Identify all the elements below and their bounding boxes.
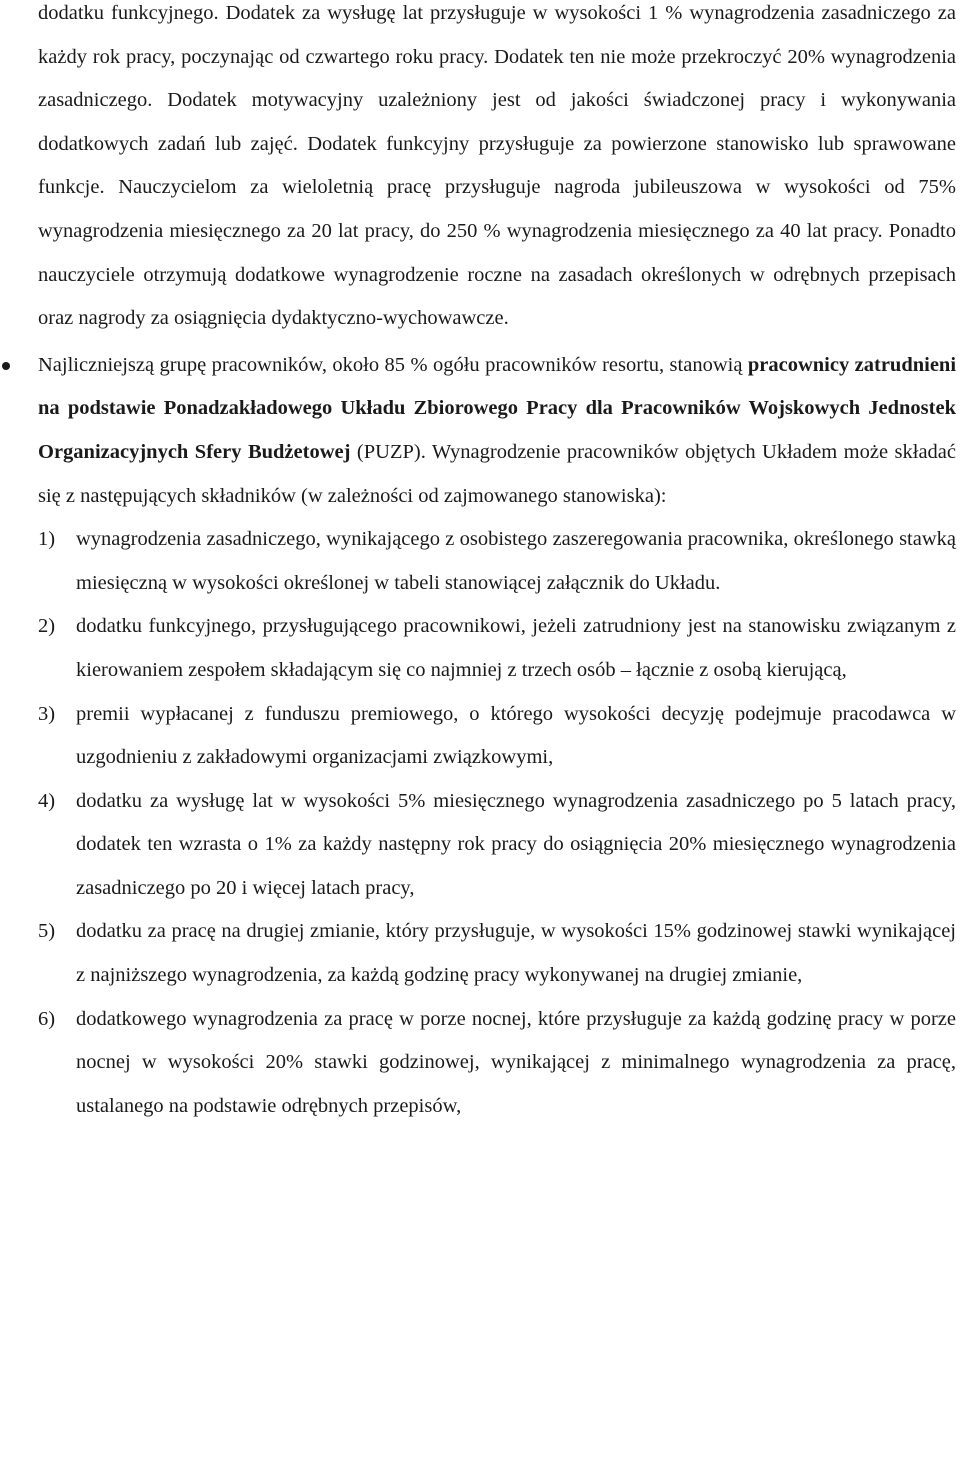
bullet-tail-text: (PUZP). Wynagrodzenie pracowników objętych Układem może składać się z następujących składników (w zależności od zajmowanego stanowiska): xyxy=(38,440,956,507)
list-item-number: 5) xyxy=(38,920,56,943)
components-list xyxy=(38,518,956,1128)
list-item xyxy=(38,693,956,780)
bullet-bold-text: pracownicy zatrudnieni na podstawie Ponadzakładowego Układu Zbiorowego Pracy dla Pracowników Wojskowych Jednostek Organizacyjnych Sfery Budżetowej xyxy=(38,353,957,463)
list-item xyxy=(38,605,956,692)
list-item-number: 4) xyxy=(38,789,56,812)
list-item xyxy=(38,518,956,605)
bullet-text xyxy=(38,344,956,518)
list-item-text: dodatku funkcyjnego, przysługującego pracownikowi, jeżeli zatrudniony jest na stanowisku związanym z kierowaniem zespołem składającym się co najmniej z trzech osób – łącznie z osobą kierującą, xyxy=(76,615,956,681)
bullet-lead-text: Najliczniejszą grupę pracowników, około 85 % ogółu pracowników resortu, stanowią xyxy=(38,353,743,376)
intro-paragraph: dodatku funkcyjnego. Dodatek za wysługę lat przysługuje w wysokości 1 % wynagrodzenia zasadniczego za każdy rok pracy, poczynając od czwartego roku pracy. Dodatek ten nie może przekroczyć 20% wynagrodzenia zasadniczego. Dodatek motywacyjny uzależniony jest od jakości świadczonej pracy i wykonywania dodatkowych zadań lub zajęć. Dodatek funkcyjny przysługuje za powierzone stanowisko lub sprawowane funkcje. Nauczycielom za wieloletnią pracę przysługuje nagroda jubileuszowa w wysokości od 75% wynagrodzenia miesięcznego za 20 lat pracy, do 250 % wynagrodzenia miesięcznego za 40 lat pracy. Ponadto nauczyciele otrzymują dodatkowe wynagrodzenie roczne na zasadach określonych w odrębnych przepisach oraz nagrody za osiągnięcia dydaktyczno-wychowawcze. xyxy=(38,2,956,330)
document-page xyxy=(38,0,956,1128)
bullet-paragraph xyxy=(38,344,956,518)
list-item-number: 1) xyxy=(38,528,56,551)
list-item-text: dodatku za pracę na drugiej zmianie, który przysługuje, w wysokości 15% godzinowej stawki wynikającej z najniższego wynagrodzenia, za każdą godzinę pracy wykonywanej na drugiej zmianie, xyxy=(76,920,956,987)
list-item xyxy=(38,910,956,997)
list-item-text: dodatku za wysługę lat w wysokości 5% miesięcznego wynagrodzenia zasadniczego po 5 latach pracy, dodatek ten wzrasta o 1% za każdy następny rok pracy do osiągnięcia 20% miesięcznego wynagrodzenia zasadniczego po 20 i więcej latach pracy, xyxy=(76,789,956,899)
list-item-text: premii wypłacanej z funduszu premiowego, o którego wysokości decyzję podejmuje pracodawca w uzgodnieniu z zakładowymi organizacjami związkowymi, xyxy=(76,702,956,769)
list-item-number: 2) xyxy=(38,615,56,638)
list-item-text: dodatkowego wynagrodzenia za pracę w porze nocnej, które przysługuje za każdą godzinę pracy w porze nocnej w wysokości 20% stawki godzinowej, wynikającej z minimalnego wynagrodzenia za pracę, ustalanego na podstawie odrębnych przepisów, xyxy=(76,1007,956,1117)
list-item xyxy=(38,780,956,911)
list-item xyxy=(38,998,956,1129)
list-item-number: 6) xyxy=(38,1007,56,1030)
bullet-dot-icon xyxy=(2,362,10,370)
list-item-number: 3) xyxy=(38,702,56,725)
list-item-text: wynagrodzenia zasadniczego, wynikającego z osobistego zaszeregowania pracownika, określonego stawką miesięczną w wysokości określonej w tabeli stanowiącej załącznik do Układu. xyxy=(76,528,956,594)
